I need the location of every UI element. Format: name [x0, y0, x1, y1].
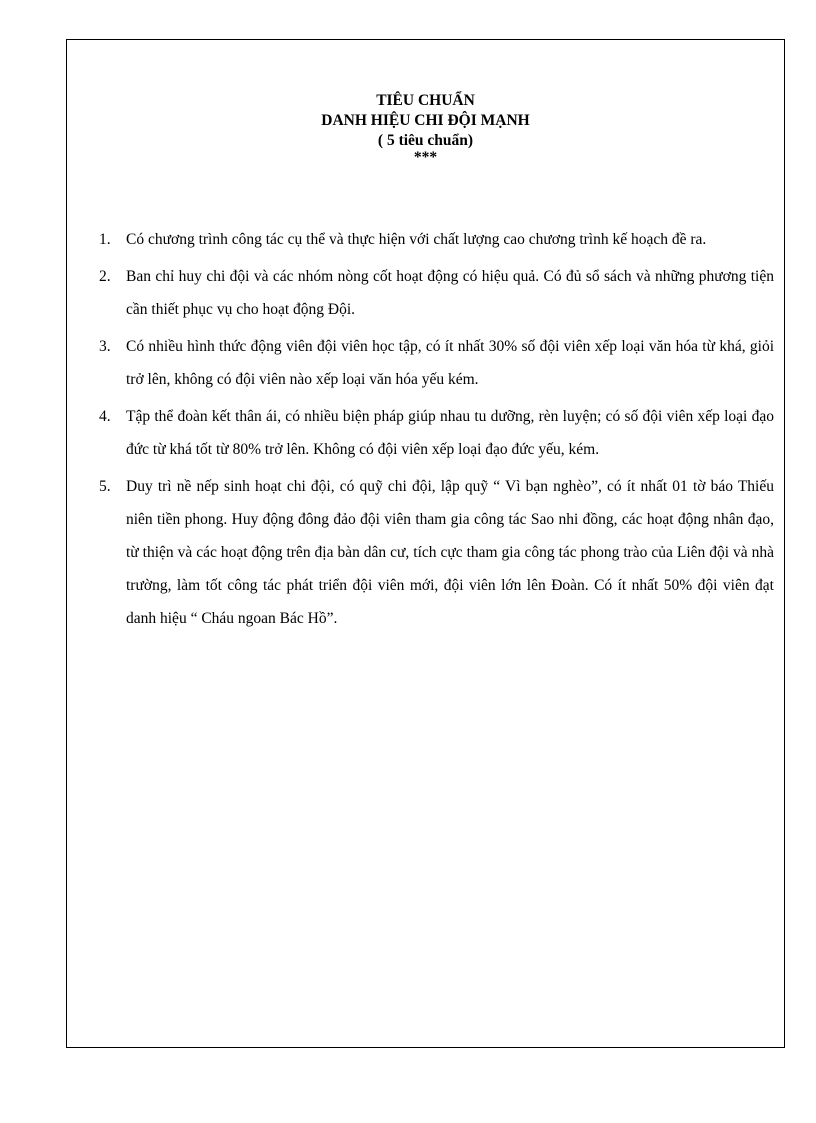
criterion-item	[99, 260, 774, 326]
criterion-text: Có chương trình công tác cụ thể và thực hiện với chất lượng cao chương trình kế hoạch đề ra.	[126, 231, 707, 248]
title-line-2: DANH HIỆU CHI ĐỘI MẠNH	[321, 112, 530, 129]
criterion-text: Duy trì nề nếp sinh hoạt chi đội, có quỹ chi đội, lập quỹ “ Vì bạn nghèo”, có ít nhất 01 tờ báo Thiếu niên tiền phong. Huy động đông đảo đội viên tham gia công tác Sao nhi đồng, các hoạt động nhân đạo, từ thiện và các hoạt động trên địa bàn dân cư, tích cực tham gia công tác phong trào của Liên đội và nhà trường, làm tốt công tác phát triển đội viên mới, đội viên lớn lên Đoàn. Có ít nhất 50% đội viên đạt danh hiệu “ Cháu ngoan Bác Hồ”.	[126, 478, 774, 627]
criterion-text: Tập thể đoàn kết thân ái, có nhiều biện pháp giúp nhau tu dưỡng, rèn luyện; có số đội viên xếp loại đạo đức từ khá tốt từ 80% trở lên. Không có đội viên xếp loại đạo đức yếu, kém.	[126, 408, 774, 458]
criterion-item	[99, 330, 774, 396]
criterion-text: Có nhiều hình thức động viên đội viên học tập, có ít nhất 30% số đội viên xếp loại văn hóa từ khá, giỏi trở lên, không có đội viên nào xếp loại văn hóa yếu kém.	[126, 338, 774, 388]
title-separator: ***	[413, 149, 438, 166]
criterion-number: 4.	[99, 408, 111, 425]
page-frame	[66, 39, 785, 1048]
title-line-3: ( 5 tiêu chuẩn)	[377, 132, 474, 149]
criterion-number: 5.	[99, 478, 111, 495]
criteria-list	[99, 223, 774, 639]
criterion-item	[99, 400, 774, 466]
criterion-text: Ban chỉ huy chi đội và các nhóm nòng cốt hoạt động có hiệu quả. Có đủ sổ sách và những phương tiện cần thiết phục vụ cho hoạt động Đội.	[126, 268, 774, 318]
criterion-number: 3.	[99, 338, 111, 355]
criterion-number: 2.	[99, 268, 111, 285]
criterion-number: 1.	[99, 231, 111, 248]
title-line-1: TIÊU CHUẨN	[376, 92, 475, 109]
criterion-item	[99, 223, 774, 256]
criterion-item	[99, 470, 774, 635]
document-header	[67, 91, 784, 165]
